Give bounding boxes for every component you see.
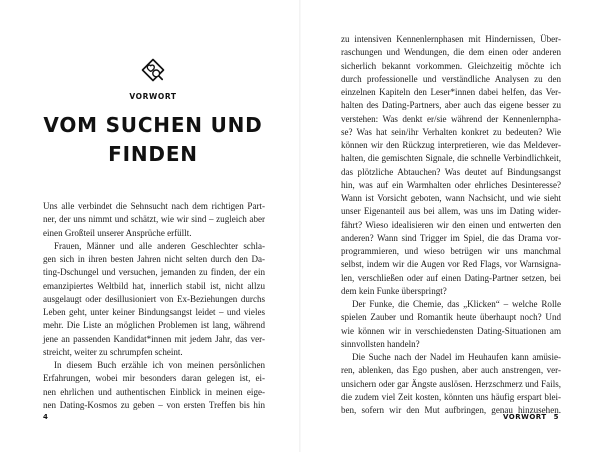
text-line: Leben geht, unter keiner Bindungsangst leidet – und vieles bbox=[43, 307, 265, 317]
text-line: verstehen: Was denkt er/sie während der Kennenlernpha- bbox=[341, 113, 561, 124]
text-line: nen Dating-Kosmos zu geben – von ersten Treffen bis hin bbox=[43, 399, 265, 410]
text-line: halten des Dating-Partners, aber auch das eigene besser zu bbox=[341, 100, 561, 111]
text-line: nen ehrlichen und authentischen Einblick in meinen eige- bbox=[43, 386, 265, 397]
chapter-title bbox=[40, 111, 266, 169]
text-line: können wir den Rückzug interpretieren, wie das Meldever- bbox=[341, 140, 561, 150]
body-text-right bbox=[341, 33, 561, 417]
text-line: sinnvollsten handeln? bbox=[341, 338, 420, 349]
text-line: sicherlich bekannt vorkommen. Gleichzeitig möchte ich bbox=[341, 60, 561, 71]
chapter-title-line: VOM SUCHEN UND bbox=[43, 113, 263, 137]
text-line: programmieren, und wieso betrügen wir uns manchmal bbox=[341, 246, 561, 256]
text-line: hin, was auf ein Warmhalten oder ehrliches Desinteresse? bbox=[341, 179, 561, 190]
text-line: ner, der uns nimmt und schätzt, wie wir sind – zugleich aber bbox=[43, 214, 265, 225]
text-line: fährt? Wieso idealisieren wir den einen und entwerten den bbox=[341, 219, 561, 230]
text-line: dem kein Funke überspringt? bbox=[341, 285, 447, 296]
hearts-magnifier-icon bbox=[136, 54, 170, 88]
text-line: einen Großteil unserer Ansprüche erfüllt. bbox=[43, 227, 192, 238]
text-line: streicht, weiter zu schrumpfen scheint. bbox=[43, 346, 183, 357]
text-line: Wann ist Vorsicht geboten, wann Nachsicht, und wie sieht bbox=[341, 193, 561, 203]
text-line: In diesem Buch erzähle ich von meinen persönlichen bbox=[54, 360, 265, 370]
text-line: emanzipiertes Weltbild hat, innerlich stabil ist, nicht allzu bbox=[43, 280, 265, 291]
text-line: Uns alle verbindet die Sehnsucht nach dem richtigen Part- bbox=[43, 201, 265, 211]
page-number: 4 bbox=[43, 413, 49, 421]
text-line: jene an passenden Kandidat*innen mit jedem Jahr, das ver- bbox=[43, 333, 265, 344]
text-line: wie können wir in verschiedensten Dating-Situationen am bbox=[341, 325, 561, 336]
text-line: Frauen, Männer und alle anderen Geschlechter schla- bbox=[54, 240, 265, 251]
text-line: zu intensiven Kennenlernphasen mit Hindernissen, Über- bbox=[341, 34, 561, 44]
body-text-left bbox=[43, 200, 265, 412]
text-line: gen sich in ihren besten Jahren nicht selten durch den Da- bbox=[43, 254, 265, 264]
text-line: ting-Dschungel und versuchen, jemanden zu finden, der ein bbox=[43, 267, 265, 278]
text-line: raschungen und Wendungen, die dem einen oder anderen bbox=[341, 47, 561, 58]
text-line: unser Eigenanteil aus bei allem, was uns im Dating wider- bbox=[341, 206, 561, 217]
text-line: unsichern oder gar Ängste auslösen. Herzschmerz und Fails, bbox=[341, 378, 561, 389]
text-line: Der Funke, die Chemie, das „Klicken“ – welche Rolle bbox=[352, 299, 561, 309]
text-line: Die Suche nach der Nadel im Heuhaufen kann amüsie- bbox=[352, 352, 561, 362]
text-line: selbst, indem wir die Augen vor Red Flags, vor Warnsigna- bbox=[341, 259, 561, 270]
text-line: len, verschließen oder auf einen Dating-Partner setzen, bei bbox=[341, 272, 561, 283]
text-line: anderen? Wann sind Trigger im Spiel, die das Drama vor- bbox=[341, 232, 561, 243]
chapter-title-line: FINDEN bbox=[108, 142, 198, 166]
text-line: spielen Zauber und Romantik heute überhaupt noch? Und bbox=[341, 312, 561, 323]
text-line: ren, ablenken, das Ego pushen, aber auch anstrengen, ver- bbox=[341, 365, 561, 376]
text-line: das plötzliche Abtauchen? Was deutet auf Bindungsangst bbox=[341, 166, 561, 177]
text-line: die zudem viel Zeit kosten, könnten uns häufig erspart blei- bbox=[341, 391, 561, 402]
page-number: 5 bbox=[553, 413, 560, 421]
text-line: ben, sofern wir den Mut aufbringen, genau hinzusehen. bbox=[341, 405, 561, 415]
text-line: mehr. Die Liste an möglichen Problemen ist lang, während bbox=[43, 320, 265, 331]
text-line: durch professionelle und verständliche Analysen zu den bbox=[341, 73, 561, 84]
chapter-label: VORWORT bbox=[129, 92, 177, 101]
text-line: Erfahrungen, wobei mir besonders daran gelegen ist, ei- bbox=[43, 373, 265, 384]
text-line: se? Was hat sein/ihr Verhalten konkret zu bedeuten? Wie bbox=[341, 126, 561, 137]
running-footer bbox=[503, 413, 559, 421]
text-line: ausgelaugt oder desillusioniert von Ex-Beziehungen durchs bbox=[43, 293, 265, 304]
running-head: VORWORT bbox=[503, 413, 547, 421]
text-line: halten, die gemischten Signale, die schnelle Verbindlichkeit, bbox=[341, 153, 561, 164]
text-line: einzelnen Kapiteln den Leser*innen dabei helfen, das Ver- bbox=[341, 87, 561, 97]
